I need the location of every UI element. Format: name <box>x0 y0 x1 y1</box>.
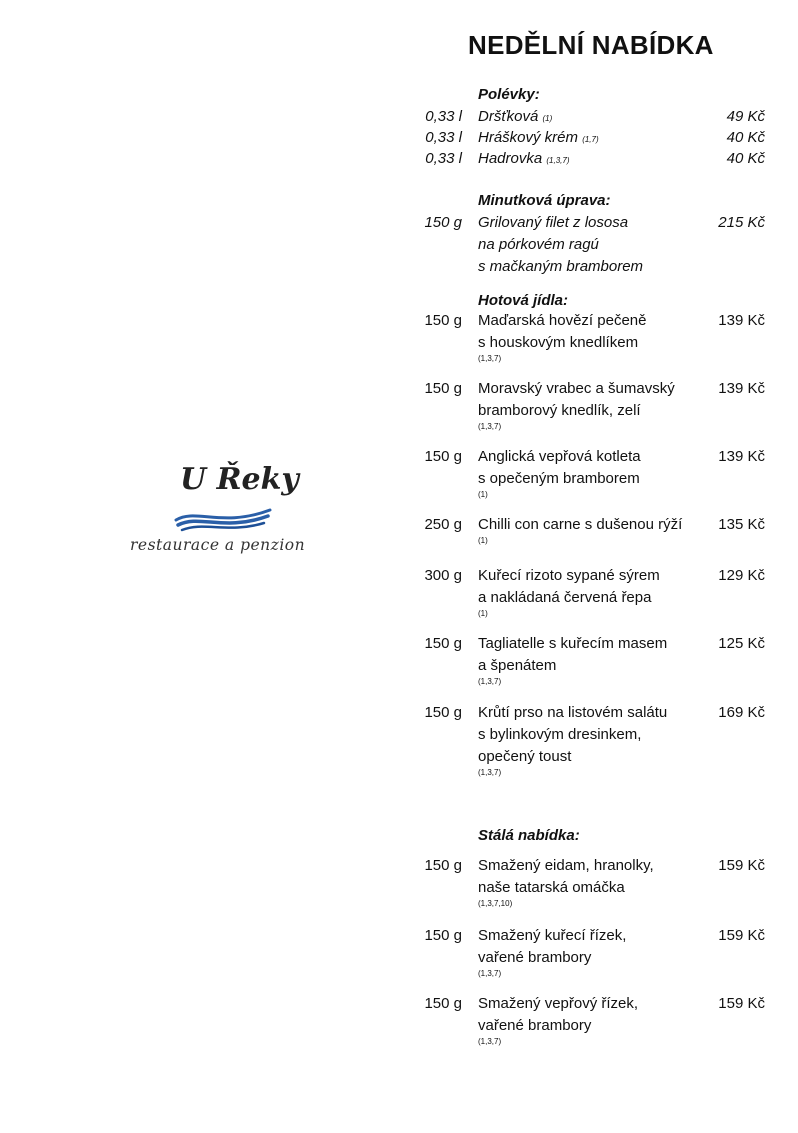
item-quantity: 250 g <box>424 516 462 533</box>
item-name-line: bramborový knedlík, zelí <box>478 402 641 419</box>
item-allergens: (1,3,7) <box>478 354 502 363</box>
item-price: 40 Kč <box>726 129 765 146</box>
item-name-line: Smažený kuřecí řízek, <box>478 927 627 944</box>
item-name-line: Moravský vrabec a šumavský <box>478 380 675 397</box>
item-name-line: naše tatarská omáčka <box>478 879 625 896</box>
item-quantity: 0,33 l <box>425 129 462 146</box>
restaurant-logo <box>128 462 328 572</box>
item-name-line: opečený toust <box>478 748 572 765</box>
item-name <box>478 514 708 547</box>
item-name <box>478 565 708 620</box>
item-allergens: (1,3,7) <box>478 422 502 431</box>
item-allergens: (1,3,7) <box>478 969 502 978</box>
item-name <box>478 993 708 1048</box>
item-quantity: 150 g <box>424 214 462 231</box>
item-name-text: Dršťková <box>478 108 539 125</box>
item-quantity: 0,33 l <box>425 150 462 167</box>
item-name-line: vařené brambory <box>478 1017 592 1034</box>
item-allergens: (1) <box>478 490 488 499</box>
item-allergens: (1,3,7) <box>478 768 502 777</box>
item-name-line: Grilovaný filet z lososa <box>478 214 629 231</box>
item-quantity: 300 g <box>424 567 462 584</box>
item-price: 139 Kč <box>718 312 765 329</box>
section-heading-minute: Minutková úprava: <box>478 192 611 209</box>
item-price: 139 Kč <box>718 448 765 465</box>
item-quantity: 150 g <box>424 927 462 944</box>
item-name-line: Tagliatelle s kuřecím masem <box>478 635 668 652</box>
item-name-line: a špenátem <box>478 657 557 674</box>
item-quantity: 150 g <box>424 448 462 465</box>
item-allergens: (1,3,7,10) <box>478 899 513 908</box>
item-name <box>478 378 708 433</box>
item-name-line: a nakládaná červená řepa <box>478 589 652 606</box>
item-allergens: (1,7) <box>582 135 599 144</box>
item-quantity: 0,33 l <box>425 108 462 125</box>
item-price: 139 Kč <box>718 380 765 397</box>
item-price: 159 Kč <box>718 995 765 1012</box>
item-name-text: Hadrovka <box>478 150 543 167</box>
item-name <box>478 633 708 688</box>
item-price: 215 Kč <box>718 214 765 231</box>
item-name <box>478 310 708 365</box>
item-price: 129 Kč <box>718 567 765 584</box>
item-name-line: Krůtí prso na listovém salátu <box>478 704 668 721</box>
item-name <box>478 925 708 980</box>
section-heading-permanent: Stálá nabídka: <box>478 827 580 844</box>
item-allergens: (1) <box>542 114 553 123</box>
item-price: 159 Kč <box>718 927 765 944</box>
item-price: 169 Kč <box>718 704 765 721</box>
item-name-line: Smažený vepřový řízek, <box>478 995 639 1012</box>
logo-subtitle: restaurace a penzion <box>130 536 306 554</box>
page-title: NEDĚLNÍ NABÍDKA <box>468 30 714 60</box>
item-name <box>478 702 708 779</box>
item-allergens: (1,3,7) <box>478 677 502 686</box>
section-heading-ready: Hotová jídla: <box>478 292 569 309</box>
item-name-line: s opečeným bramborem <box>478 470 640 487</box>
item-name-line: Kuřecí rizoto sypané sýrem <box>478 567 660 584</box>
item-name <box>478 855 708 910</box>
item-quantity: 150 g <box>424 704 462 721</box>
item-quantity: 150 g <box>424 995 462 1012</box>
item-allergens: (1,3,7) <box>478 1037 502 1046</box>
item-quantity: 150 g <box>424 857 462 874</box>
item-name-line: s houskovým knedlíkem <box>478 334 639 351</box>
item-price: 135 Kč <box>718 516 765 533</box>
waves-icon <box>174 506 272 534</box>
item-allergens: (1) <box>478 609 488 618</box>
item-name <box>478 212 708 278</box>
item-price: 159 Kč <box>718 857 765 874</box>
item-name-line: s bylinkovým dresinkem, <box>478 726 642 743</box>
item-name-line: Anglická vepřová kotleta <box>478 448 641 465</box>
item-allergens: (1,3,7) <box>546 156 570 165</box>
item-name-line: Chilli con carne s dušenou rýží <box>478 516 683 533</box>
item-name <box>478 446 708 501</box>
item-name-line: Smažený eidam, hranolky, <box>478 857 654 874</box>
item-price: 49 Kč <box>726 108 765 125</box>
item-price: 125 Kč <box>718 635 765 652</box>
item-name-line: Maďarská hovězí pečeně <box>478 312 647 329</box>
item-name <box>478 148 708 172</box>
item-quantity: 150 g <box>424 635 462 652</box>
logo-name: U Řeky <box>180 462 299 497</box>
item-name-line: na pórkovém ragú <box>478 236 599 253</box>
item-quantity: 150 g <box>424 312 462 329</box>
section-heading-soups: Polévky: <box>478 86 540 103</box>
item-name-line: vařené brambory <box>478 949 592 966</box>
item-price: 40 Kč <box>726 150 765 167</box>
item-name-text: Hráškový krém <box>478 129 579 146</box>
item-allergens: (1) <box>478 536 488 545</box>
item-name-line: s mačkaným bramborem <box>478 258 644 275</box>
item-quantity: 150 g <box>424 380 462 397</box>
